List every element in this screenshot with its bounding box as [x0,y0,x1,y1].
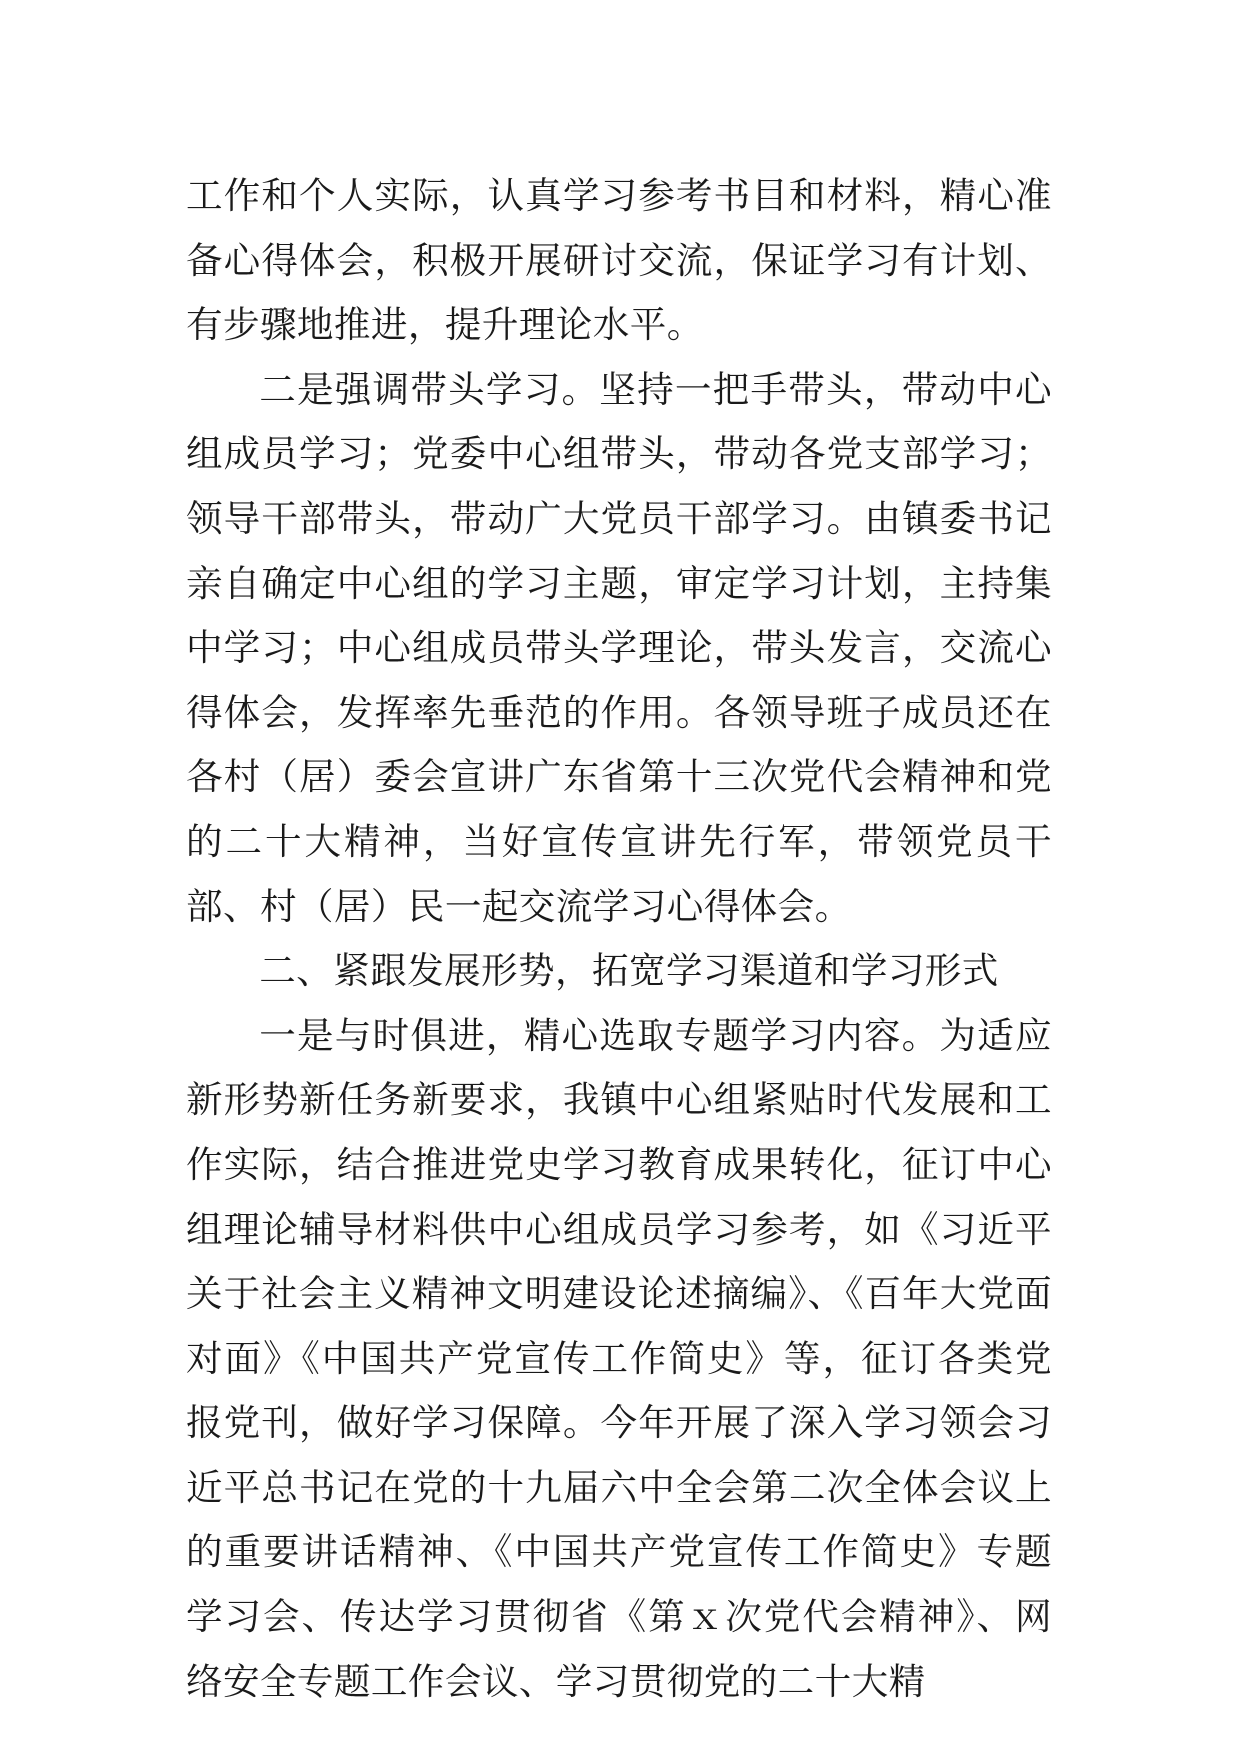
section-heading: 二、紧跟发展形势，拓宽学习渠道和学习形式 [259,949,999,993]
paragraph-2: 二是强调带头学习。坚持一把手带头，带动中心组成员学习；党委中心组带头，带动各党支部学习；领导干部带头，带动广大党员干部学习。由镇委书记亲自确定中心组的学习主题，审定学习计划，主持集中学习；中心组成员带头学理论，带头发言，交流心得体会，发挥率先垂范的作用。各领导班子成员还在各村（居）委会宣讲广东省第十三次党代会精神和党的二十大精神，当好宣传宣讲先行军，带领党员干部、村（居）民一起交流学习心得体会。 [186,367,1052,928]
paragraph-1: 工作和个人实际，认真学习参考书目和材料，精心准备心得体会，积极开展研讨交流，保证学习有计划、有步骤地推进，提升理论水平。 [186,174,1052,347]
body-text [186,164,1052,1714]
paragraph-3: 一是与时俱进，精心选取专题学习内容。为适应新形势新任务新要求，我镇中心组紧贴时代发展和工作实际，结合推进党史学习教育成果转化，征订中心组理论辅导材料供中心组成员学习参考，如《习近平关于社会主义精神文明建设论述摘编》、《百年大党面对面》《中国共产党宣传工作简史》等，征订各类党报党刊，做好学习保障。今年开展了深入学习领会习近平总书记在党的十九届六中全会第二次全体会议上的重要讲话精神、《中国共产党宣传工作简史》专题学习会、传达学习贯彻省《第ｘ次党代会精神》、网络安全专题工作会议、学习贯彻党的二十大精 [186,1013,1053,1703]
